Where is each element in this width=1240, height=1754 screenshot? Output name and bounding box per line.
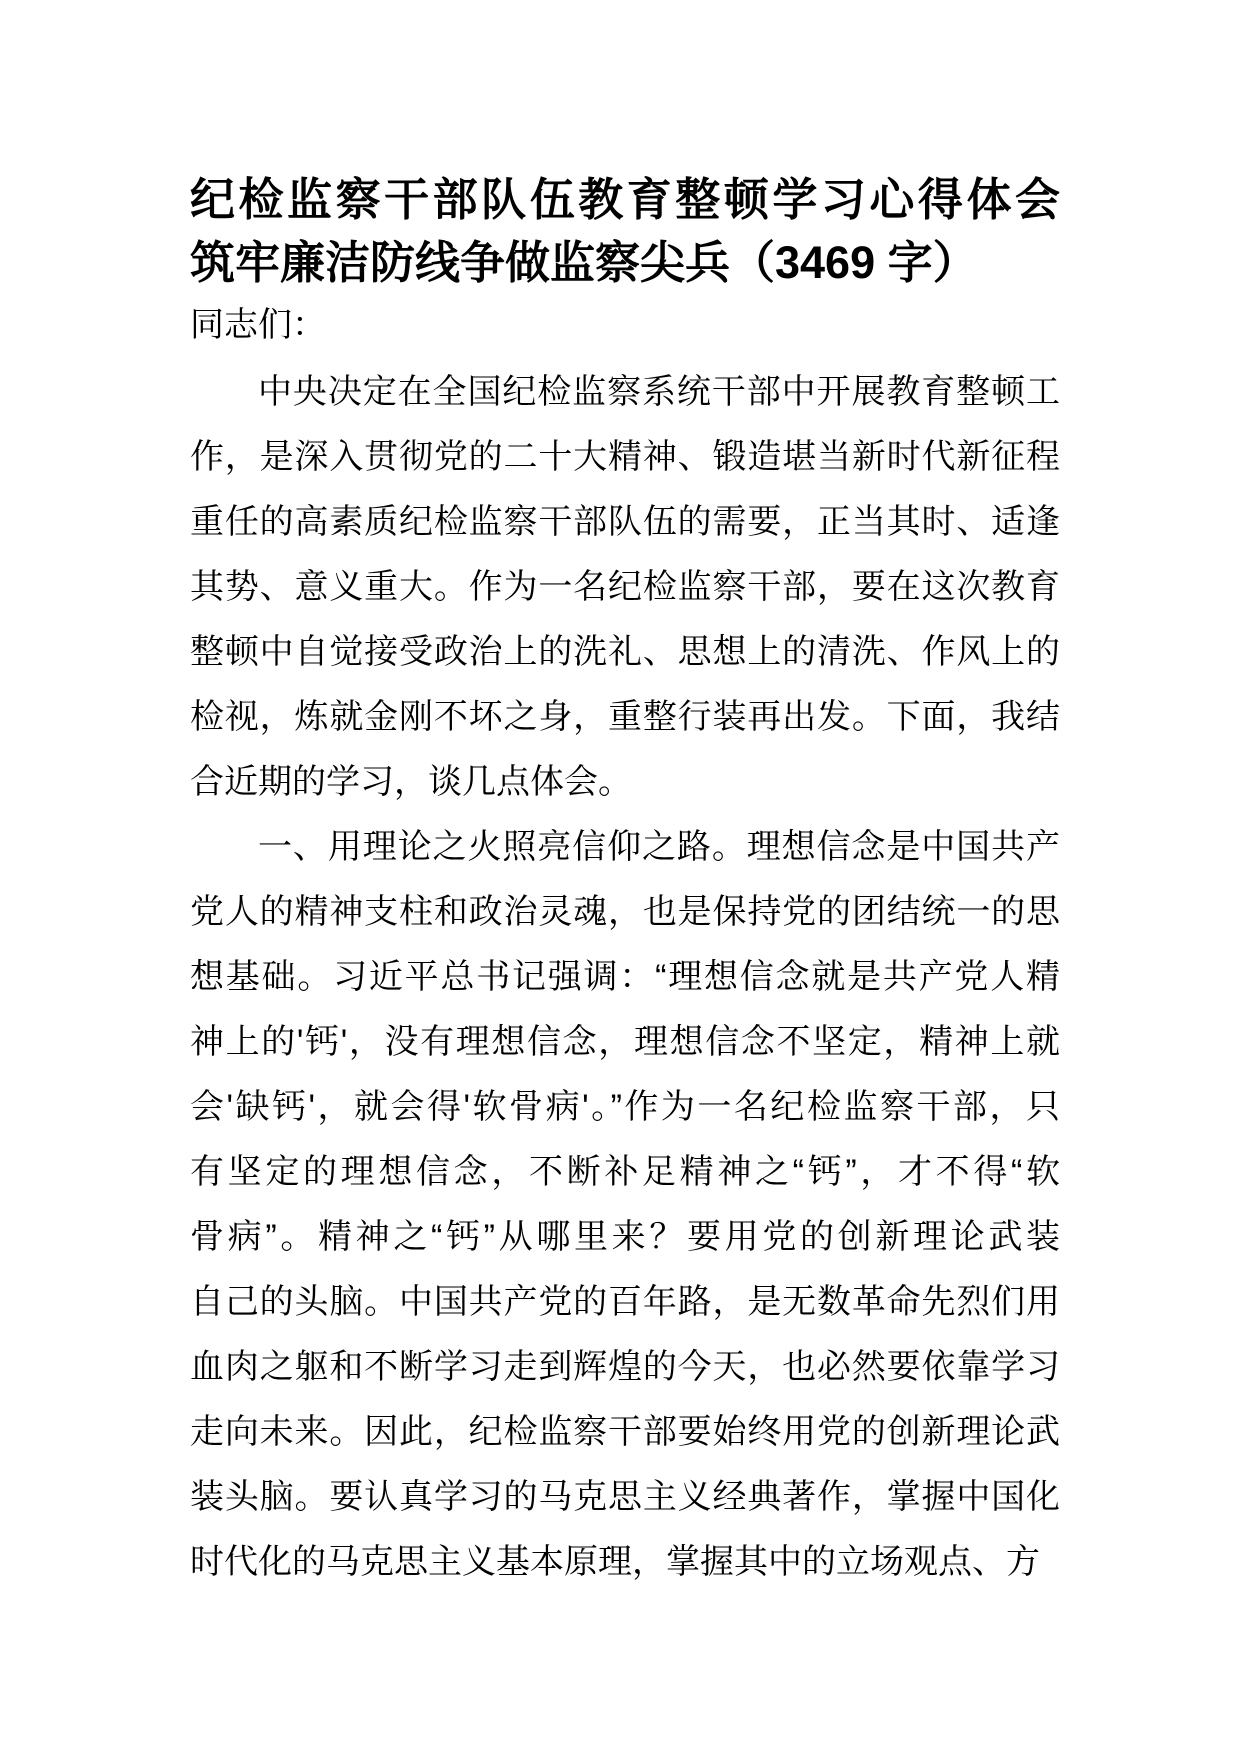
text-line: 整顿中自觉接受政治上的洗礼、思想上的清洗、作风上的 — [190, 633, 1060, 671]
text-line: 重任的高素质纪检监察干部队伍的需要，正当其时、适逢 — [190, 503, 1060, 541]
text-line: 装头脑。要认真学习的马克思主义经典著作，掌握中国化 — [190, 1478, 1060, 1516]
text-line: 检视，炼就金刚不坏之身，重整行装再出发。下面，我结 — [190, 698, 1060, 736]
text-line: 骨病”。精神之“钙”从哪里来？要用党的创新理论武装 — [190, 1218, 1060, 1256]
text-line: 时代化的马克思主义基本原理，掌握其中的立场观点、方 — [190, 1543, 1040, 1581]
text-line: 一、用理论之火照亮信仰之路。理想信念是中国共产 — [258, 828, 1060, 866]
text-line: 有坚定的理想信念，不断补足精神之“钙”，才不得“软 — [190, 1153, 1060, 1191]
paragraph-section-one — [190, 815, 1060, 1595]
text-line: 作，是深入贯彻党的二十大精神、锻造堪当新时代新征程 — [190, 438, 1060, 476]
text-line: 其势、意义重大。作为一名纪检监察干部，要在这次教育 — [190, 568, 1060, 606]
greeting: 同志们： — [190, 306, 326, 344]
text-line: 中央决定在全国纪检监察系统干部中开展教育整顿工 — [258, 373, 1060, 411]
paragraph-intro — [190, 360, 1060, 815]
document-title-line-1: 纪检监察干部队伍教育整顿学习心得体会 — [190, 174, 1060, 225]
document-title-line-2: 筑牢廉洁防线争做监察尖兵（3469 字） — [190, 237, 978, 288]
text-line: 血肉之躯和不断学习走到辉煌的今天，也必然要依靠学习 — [190, 1348, 1060, 1386]
text-line: 走向未来。因此，纪检监察干部要始终用党的创新理论武 — [190, 1413, 1060, 1451]
text-line: 自己的头脑。中国共产党的百年路，是无数革命先烈们用 — [190, 1283, 1060, 1321]
text-line: 会'缺钙'，就会得'软骨病'。”作为一名纪检监察干部，只 — [190, 1088, 1060, 1126]
text-line: 神上的'钙'，没有理想信念，理想信念不坚定，精神上就 — [190, 1023, 1060, 1061]
text-line: 想基础。习近平总书记强调：“理想信念就是共产党人精 — [190, 958, 1060, 996]
text-line: 合近期的学习，谈几点体会。 — [190, 763, 632, 801]
text-line: 党人的精神支柱和政治灵魂，也是保持党的团结统一的思 — [190, 893, 1060, 931]
